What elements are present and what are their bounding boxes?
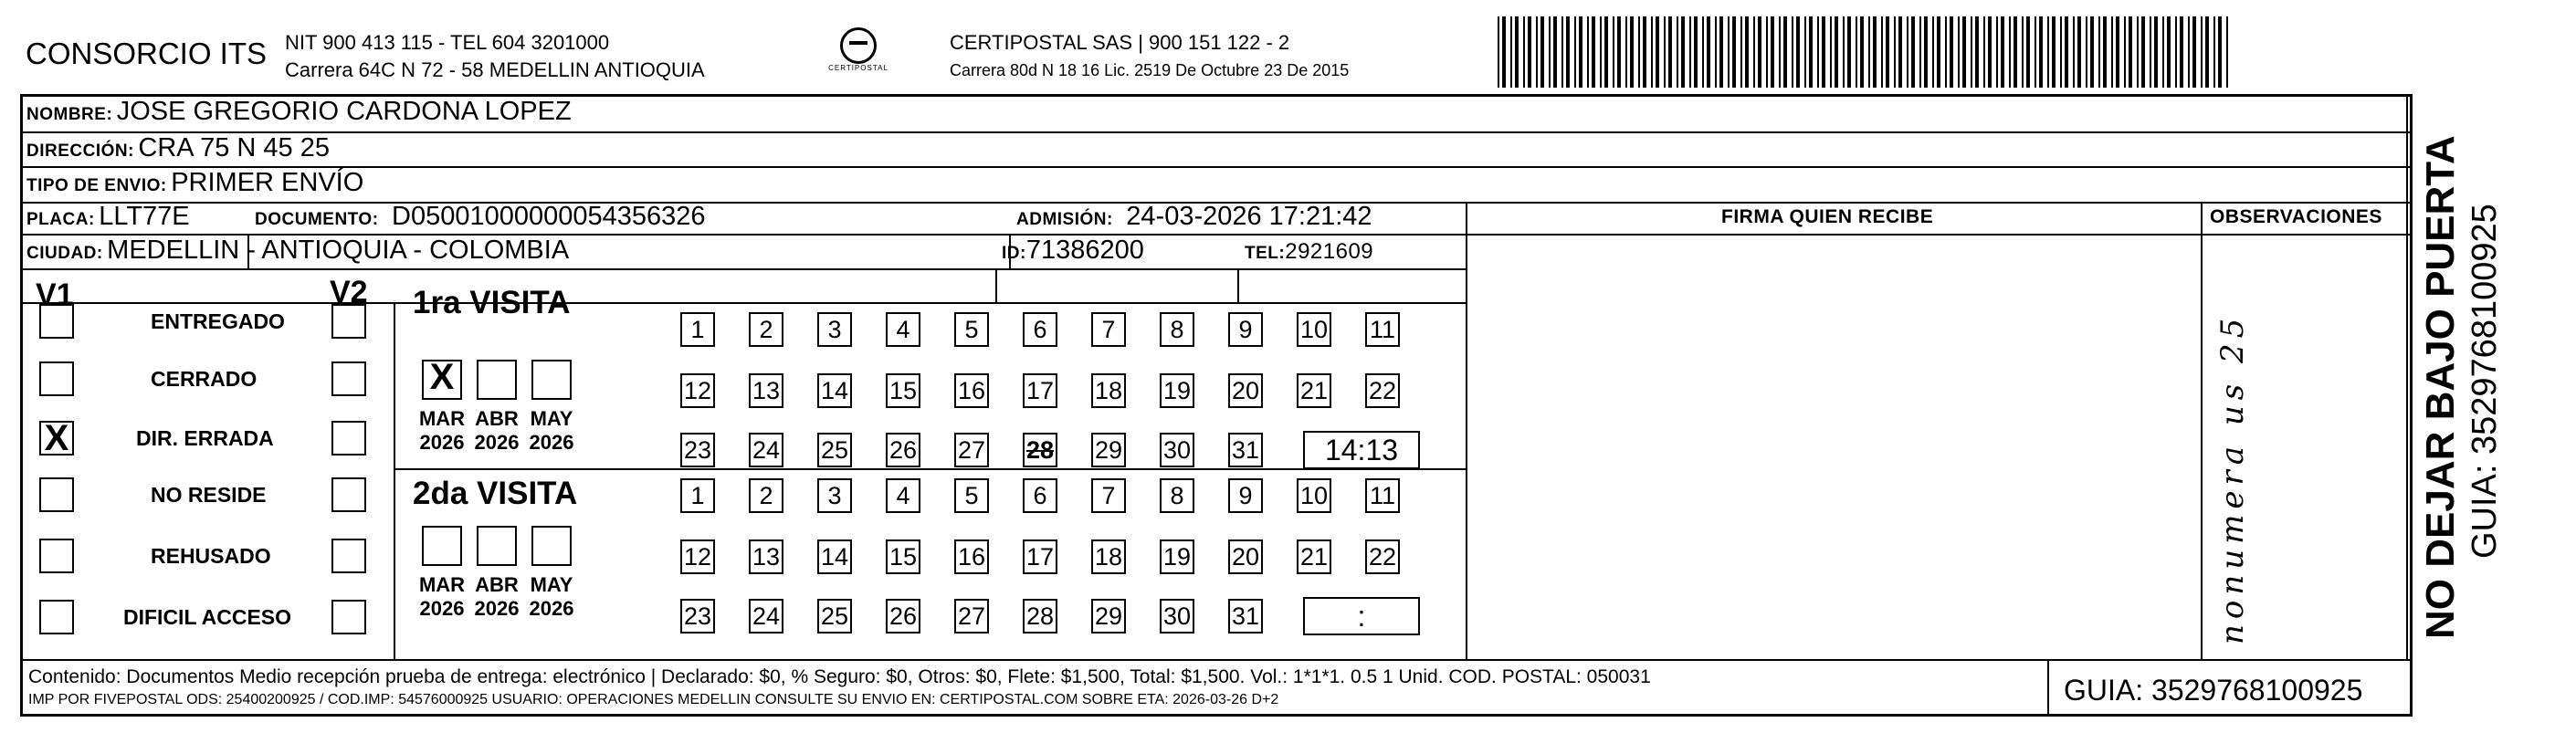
second-visit-day-box[interactable]: 26: [886, 599, 920, 634]
first-visit-day-box[interactable]: 14: [817, 373, 852, 408]
first-visit-day-box[interactable]: 12: [680, 373, 715, 408]
v2-checkbox[interactable]: [331, 361, 366, 396]
first-visit-day-box[interactable]: 26: [886, 433, 920, 467]
status-label: REHUSADO: [151, 544, 271, 568]
tel-label: TEL:: [1245, 244, 1286, 263]
second-visit-day-box[interactable]: 22: [1365, 539, 1400, 574]
month-year: 2026: [419, 431, 465, 454]
footer-print-line: IMP POR FIVEPOSTAL ODS: 25400200925 / COD.IMP: 54576000925 USUARIO: OPERACIONES MEDELLIN CONSULTE SU ENVIO EN: CERTIPOSTAL.COM SOBRE ETA: 2026-03-26 D+2: [28, 692, 1279, 707]
second-visit-day-box[interactable]: 16: [954, 539, 989, 574]
certipostal-logo: [826, 27, 890, 82]
month-year: 2026: [529, 431, 574, 454]
month-year: 2026: [474, 431, 520, 454]
direccion-value: CRA 75 N 45 25: [138, 133, 330, 162]
tipo-label: TIPO DE ENVIO:: [26, 176, 167, 195]
second-visit-day-box[interactable]: 30: [1160, 599, 1194, 634]
first-visit-day-box[interactable]: 5: [954, 312, 989, 347]
direccion-row: [26, 133, 330, 163]
placa-row: [26, 202, 190, 232]
status-label: CERRADO: [151, 367, 258, 391]
carrier-info: [950, 29, 1349, 84]
first-visit-day-box[interactable]: 9: [1228, 312, 1263, 347]
id-row: [1002, 236, 1144, 266]
footer-guia: GUIA: 3529768100925: [2064, 674, 2363, 707]
second-visit-day-box[interactable]: 1: [680, 478, 715, 513]
second-visit-day-box[interactable]: 13: [749, 539, 783, 574]
v1-header: V1: [36, 278, 74, 312]
first-visit-day-box[interactable]: 7: [1091, 312, 1126, 347]
second-visit-month-label: [524, 573, 579, 621]
first-visit-month-checkbox[interactable]: X: [422, 360, 462, 400]
first-visit-day-box[interactable]: 1: [680, 312, 715, 347]
observaciones-handwritten: nonumera us 25: [2214, 312, 2251, 644]
first-visit-day-box[interactable]: 20: [1228, 373, 1263, 408]
ciudad-value: MEDELLIN - ANTIOQUIA - COLOMBIA: [107, 236, 570, 265]
firma-label: FIRMA QUIEN RECIBE: [1721, 206, 1934, 227]
first-visit-day-box[interactable]: 27: [954, 433, 989, 467]
tipo-row: [26, 168, 363, 198]
tel-row: [1245, 239, 1373, 265]
first-visit-day-box[interactable]: 8: [1160, 312, 1194, 347]
first-visit-day-box[interactable]: 31: [1228, 433, 1263, 467]
first-visit-day-box[interactable]: 23: [680, 433, 715, 467]
nombre-label: NOMBRE:: [26, 105, 113, 124]
first-visit-day-box[interactable]: 19: [1160, 373, 1194, 408]
month-name: ABR: [475, 573, 519, 596]
second-visit-day-box[interactable]: 19: [1160, 539, 1194, 574]
v2-checkbox[interactable]: [331, 539, 366, 573]
second-visit-day-box[interactable]: 23: [680, 599, 715, 634]
second-visit-month-label: [415, 573, 469, 621]
company-name: CONSORCIO ITS: [26, 37, 268, 70]
first-visit-day-box[interactable]: 15: [886, 373, 920, 408]
second-visit-day-box[interactable]: 18: [1091, 539, 1126, 574]
v1-checkbox[interactable]: [39, 304, 74, 339]
admision-row: [1016, 202, 1372, 232]
ciudad-label: CIUDAD:: [26, 244, 103, 263]
second-visit-day-box[interactable]: 20: [1228, 539, 1263, 574]
first-visit-month-label: [524, 407, 579, 455]
id-value: 71386200: [1025, 236, 1144, 265]
documento-value: D05001000000054356326: [392, 202, 706, 231]
company-address: Carrera 64C N 72 - 58 MEDELLIN ANTIOQUIA: [285, 58, 705, 81]
tel-value: 2921609: [1285, 239, 1374, 264]
second-visit-day-box[interactable]: 17: [1023, 539, 1057, 574]
second-visit-day-box[interactable]: 3: [817, 478, 852, 513]
second-visit-day-box[interactable]: 28: [1023, 599, 1057, 634]
second-visit-day-box[interactable]: 21: [1297, 539, 1331, 574]
second-visit-day-box[interactable]: 7: [1091, 478, 1126, 513]
second-visit-day-box[interactable]: 8: [1160, 478, 1194, 513]
second-visit-month-checkbox[interactable]: [422, 526, 462, 566]
first-visit-month-label: [415, 407, 469, 455]
first-visit-title: 1ra VISITA: [413, 285, 571, 320]
admision-value: 24-03-2026 17:21:42: [1126, 202, 1372, 231]
month-name: MAR: [418, 407, 466, 430]
observaciones-label: OBSERVACIONES: [2210, 206, 2382, 227]
first-visit-day-box[interactable]: 22: [1365, 373, 1400, 408]
second-visit-day-box[interactable]: 24: [749, 599, 783, 634]
second-visit-day-box[interactable]: 15: [886, 539, 920, 574]
second-visit-day-box[interactable]: 12: [680, 539, 715, 574]
first-visit-time-box[interactable]: 14:13: [1303, 431, 1420, 469]
first-visit-day-box[interactable]: 21: [1297, 373, 1331, 408]
second-visit-month-checkbox[interactable]: [531, 526, 572, 566]
v2-checkbox[interactable]: [331, 477, 366, 512]
v1-checkbox[interactable]: X: [39, 421, 74, 456]
first-visit-day-box[interactable]: 18: [1091, 373, 1126, 408]
guide-form: [20, 94, 2413, 717]
first-visit-day-box[interactable]: 25: [817, 433, 852, 467]
company-info: [285, 29, 705, 84]
status-label: DIFICIL ACCESO: [123, 605, 292, 629]
documento-label: DOCUMENTO:: [255, 210, 379, 229]
v1-checkbox[interactable]: [39, 361, 74, 396]
second-visit-month-checkbox[interactable]: [477, 526, 517, 566]
barcode: [1498, 16, 2228, 88]
v1-checkbox[interactable]: [39, 600, 74, 634]
second-visit-day-box[interactable]: 25: [817, 599, 852, 634]
second-visit-title: 2da VISITA: [413, 476, 578, 511]
carrier-address: Carrera 80d N 18 16 Lic. 2519 De Octubre 23 De 2015: [950, 61, 1350, 79]
admision-label: ADMISIÓN:: [1016, 210, 1113, 229]
second-visit-day-box[interactable]: 10: [1297, 478, 1331, 513]
side-warning: NO DEJAR BAJO PUERTA: [2418, 135, 2463, 639]
first-visit-month-label: [469, 407, 524, 455]
first-visit-day-box[interactable]: 30: [1160, 433, 1194, 467]
placa-value: LLT77E: [99, 202, 190, 231]
month-name: MAY: [530, 573, 573, 596]
first-visit-month-checkbox[interactable]: [531, 360, 572, 400]
first-visit-day-box[interactable]: 10: [1297, 312, 1331, 347]
first-visit-day-box[interactable]: 3: [817, 312, 852, 347]
month-year: 2026: [419, 597, 465, 620]
v2-checkbox[interactable]: [331, 304, 366, 339]
carrier-name: CERTIPOSTAL SAS | 900 151 122 - 2: [950, 31, 1290, 54]
month-name: MAY: [530, 407, 573, 430]
id-label: ID:: [1002, 244, 1026, 263]
first-visit-day-box[interactable]: 4: [886, 312, 920, 347]
v1-checkbox[interactable]: [39, 477, 74, 512]
logo-label: CERTIPOSTAL: [828, 64, 888, 72]
v2-header: V2: [330, 275, 368, 309]
tipo-value: PRIMER ENVÍO: [171, 168, 364, 197]
second-visit-day-box[interactable]: 5: [954, 478, 989, 513]
documento-row: [255, 202, 706, 232]
status-label: DIR. ERRADA: [136, 426, 274, 450]
first-visit-day-box[interactable]: 24: [749, 433, 783, 467]
status-label: NO RESIDE: [151, 483, 267, 507]
second-visit-day-box[interactable]: 14: [817, 539, 852, 574]
nombre-row: [26, 97, 572, 127]
first-visit-day-box[interactable]: 11: [1365, 312, 1400, 347]
first-visit-day-box[interactable]: 29: [1091, 433, 1126, 467]
company-nit: NIT 900 413 115 - TEL 604 3201000: [285, 31, 610, 54]
first-visit-day-box[interactable]: 28: [1023, 433, 1057, 467]
v2-checkbox[interactable]: [331, 421, 366, 456]
second-visit-day-box[interactable]: 4: [886, 478, 920, 513]
side-guia: GUIA: 3529768100925: [2466, 204, 2504, 559]
first-visit-day-box[interactable]: 6: [1023, 312, 1057, 347]
logo-icon: [840, 27, 877, 64]
nombre-value: JOSE GREGORIO CARDONA LOPEZ: [116, 97, 572, 126]
footer-content-line: Contenido: Documentos Medio recepción prueba de entrega: electrónico | Declarado: $0, % Seguro: $0, Otros: $0, Flete: $1,500, Total: $1,500. Vol.: 1*1*1. 0.5 1 Unid. COD. POSTAL: 050031: [28, 666, 1651, 687]
second-visit-day-box[interactable]: 6: [1023, 478, 1057, 513]
ciudad-row: [26, 236, 569, 266]
month-name: ABR: [475, 407, 519, 430]
first-visit-day-box[interactable]: 16: [954, 373, 989, 408]
second-visit-time-box[interactable]: :: [1303, 597, 1420, 635]
second-visit-day-box[interactable]: 2: [749, 478, 783, 513]
first-visit-day-box[interactable]: 13: [749, 373, 783, 408]
second-visit-month-label: [469, 573, 524, 621]
first-visit-day-box[interactable]: 2: [749, 312, 783, 347]
month-year: 2026: [474, 597, 520, 620]
v1-checkbox[interactable]: [39, 539, 74, 573]
month-year: 2026: [529, 597, 574, 620]
month-name: MAR: [418, 573, 466, 596]
direccion-label: DIRECCIÓN:: [26, 141, 134, 161]
v2-checkbox[interactable]: [331, 600, 366, 634]
second-visit-day-box[interactable]: 31: [1228, 599, 1263, 634]
second-visit-day-box[interactable]: 11: [1365, 478, 1400, 513]
second-visit-day-box[interactable]: 27: [954, 599, 989, 634]
placa-label: PLACA:: [26, 210, 95, 229]
first-visit-day-box[interactable]: 17: [1023, 373, 1057, 408]
status-label: ENTREGADO: [151, 309, 285, 333]
second-visit-day-box[interactable]: 9: [1228, 478, 1263, 513]
first-visit-month-checkbox[interactable]: [477, 360, 517, 400]
second-visit-day-box[interactable]: 29: [1091, 599, 1126, 634]
